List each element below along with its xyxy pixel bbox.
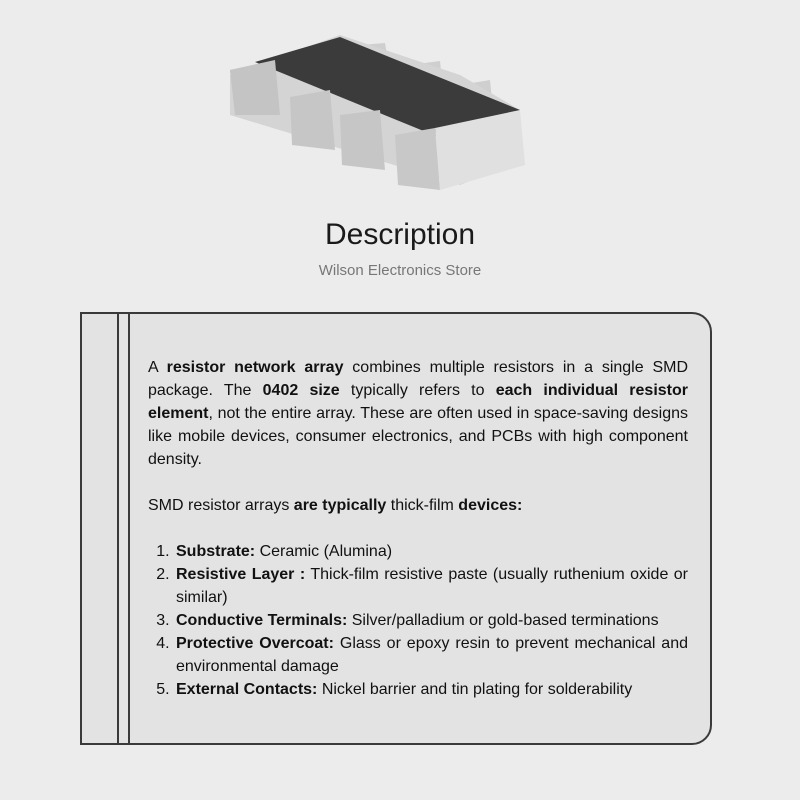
list-item: 5. External Contacts: Nickel barrier and tin plating for solderability [174,678,688,701]
intro-paragraph: A resistor network array combines multiple resistors in a single SMD package. The 0402 size typically refers to each individual resistor element, not the entire array. These are often used in space-saving designs like mobile devices, consumer electronics, and PCBs with high component density. [148,359,689,468]
types-paragraph: SMD resistor arrays are typically thick-film devices: [148,497,523,514]
list-item: 3. Conductive Terminals: Silver/palladium or gold-based terminations [174,609,688,632]
materials-list [148,540,688,701]
divider-line [117,314,119,743]
list-item: 1. Substrate: Ceramic (Alumina) [174,540,688,563]
store-name: Wilson Electronics Store [318,262,482,279]
list-item: 4. Protective Overcoat: Glass or epoxy resin to prevent mechanical and environmental damage [174,632,688,678]
list-item: 2. Resistive Layer : Thick-film resistive paste (usually ruthenium oxide or similar) [174,563,688,609]
page-title: Description [324,218,476,251]
divider-line [128,314,130,743]
description-content [148,356,688,701]
resistor-array-image [220,25,550,195]
description-card [80,312,712,745]
